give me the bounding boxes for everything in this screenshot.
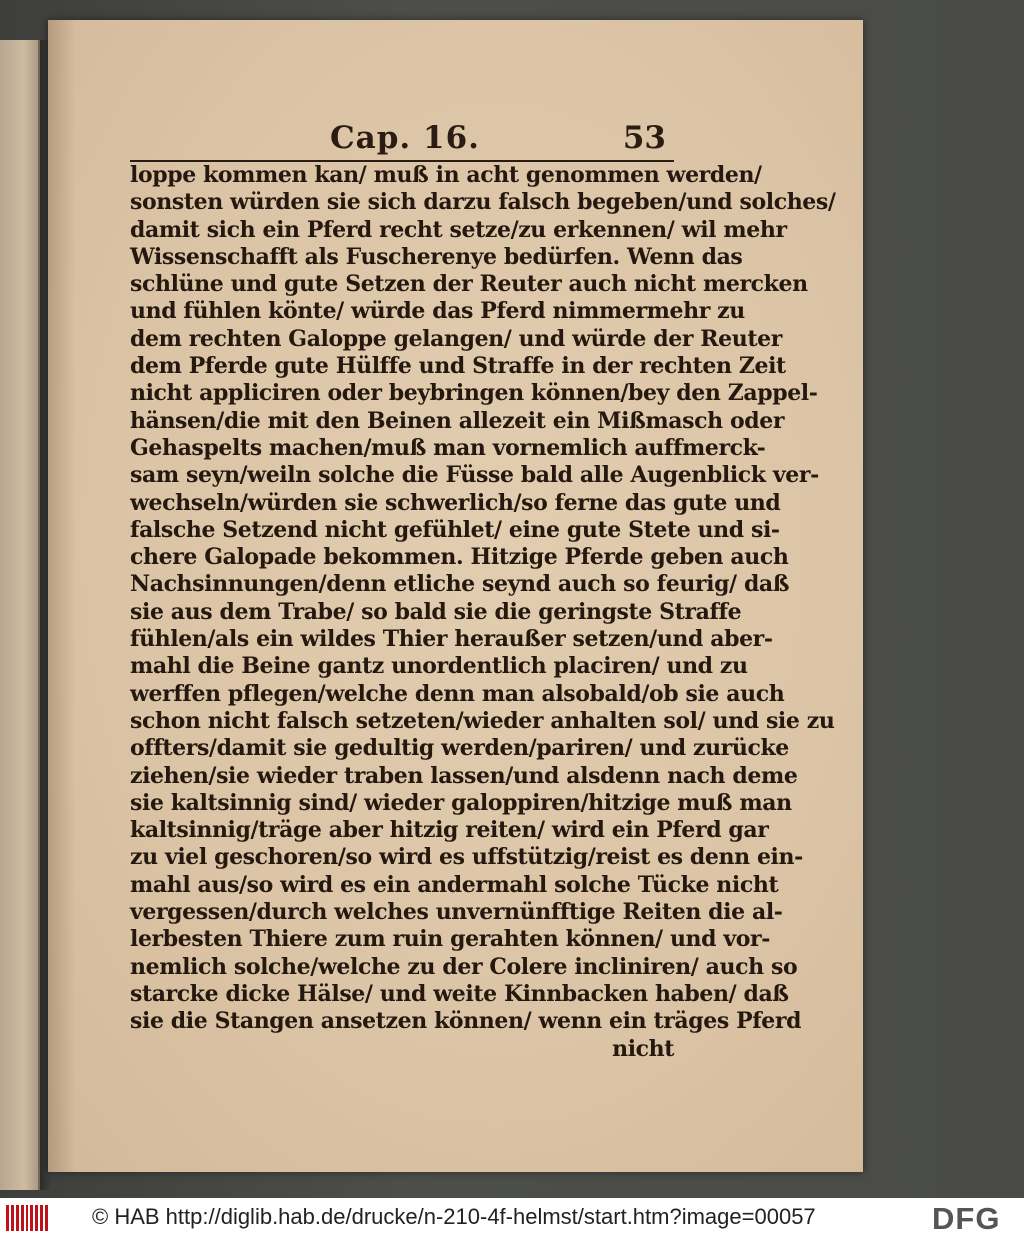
text-line: sie die Stangen ansetzen können/ wenn ein träges Pferd [130, 1008, 802, 1035]
text-line: nicht appliciren oder beybringen können/bey den Zappel- [130, 380, 818, 407]
text-line: zu viel geschoren/so wird es uffstützig/reist es denn ein- [130, 844, 803, 871]
chapter-title: Cap. 16. [330, 120, 480, 156]
page-spine-shading [48, 20, 76, 1172]
text-line: nicht [612, 1035, 674, 1062]
previous-page-edge [0, 40, 40, 1190]
copyright-link[interactable]: © HAB http://diglib.hab.de/drucke/n-210-4f-helmst/start.htm?image=00057 [92, 1204, 816, 1229]
text-line: ziehen/sie wieder traben lassen/und alsdenn nach deme [130, 762, 798, 789]
text-line: dem Pferde gute Hülffe und Straffe in der rechten Zeit [130, 353, 786, 380]
text-line: Wissenschafft als Fuscherenye bedürfen. Wenn das [130, 243, 743, 270]
text-line: kaltsinnig/träge aber hitzig reiten/ wird ein Pferd gar [130, 817, 769, 844]
text-line: sie aus dem Trabe/ so bald sie die geringste Straffe [130, 598, 742, 625]
text-line: werffen pflegen/welche denn man alsobald/ob sie auch [130, 680, 785, 707]
text-line: schlüne und gute Setzen der Reuter auch nicht mercken [130, 271, 808, 298]
text-line: sonsten würden sie sich darzu falsch begeben/und solches/ [130, 189, 836, 216]
text-line: vergessen/durch welches unvernünfftige Reiten die al- [130, 899, 783, 926]
hab-barcode-logo-icon[interactable] [6, 1205, 48, 1231]
text-line: sam seyn/weiln solche die Füsse bald alle Augenblick ver- [130, 462, 819, 489]
text-line: offters/damit sie gedultig werden/pariren/ und zurücke [130, 735, 789, 762]
text-line: wechseln/würden sie schwerlich/so ferne das gute und [130, 489, 781, 516]
running-header [130, 120, 674, 162]
dfg-logo: DFG [932, 1201, 1001, 1236]
text-line: schon nicht falsch setzeten/wieder anhalten sol/ und sie zu [130, 707, 835, 734]
text-line: mahl die Beine gantz unordentlich placiren/ und zu [130, 653, 748, 680]
text-line: chere Galopade bekommen. Hitzige Pferde geben auch [130, 544, 789, 571]
viewer-footer [0, 1198, 1024, 1237]
text-line: damit sich ein Pferd recht setze/zu erkennen/ wil mehr [130, 216, 787, 243]
text-line: sie kaltsinnig sind/ wieder galoppiren/hitzige muß man [130, 789, 792, 816]
text-line: Gehaspelts machen/muß man vornemlich auffmerck- [130, 434, 766, 461]
text-line: dem rechten Galoppe gelangen/ und würde der Reuter [130, 325, 782, 352]
text-line: Nachsinnungen/denn etliche seynd auch so feurig/ daß [130, 571, 790, 598]
page-number: 53 [622, 120, 666, 156]
text-line: starcke dicke Hälse/ und weite Kinnbacken haben/ daß [130, 980, 789, 1007]
text-line: mahl aus/so wird es ein andermahl solche Tücke nicht [130, 871, 779, 898]
text-line: falsche Setzend nicht gefühlet/ eine gute Stete und si- [130, 516, 780, 543]
text-line: hänsen/die mit den Beinen allezeit ein Mißmasch oder [130, 407, 785, 434]
text-line: lerbesten Thiere zum ruin gerahten können/ und vor- [130, 926, 770, 953]
text-line: nemlich solche/welche zu der Colere incliniren/ auch so [130, 953, 798, 980]
text-line: loppe kommen kan/ muß in acht genommen werden/ [130, 162, 762, 188]
body-text [130, 162, 836, 1063]
text-line: und fühlen könte/ würde das Pferd nimmermehr zu [130, 298, 745, 325]
text-line: fühlen/als ein wildes Thier heraußer setzen/und aber- [130, 626, 773, 653]
